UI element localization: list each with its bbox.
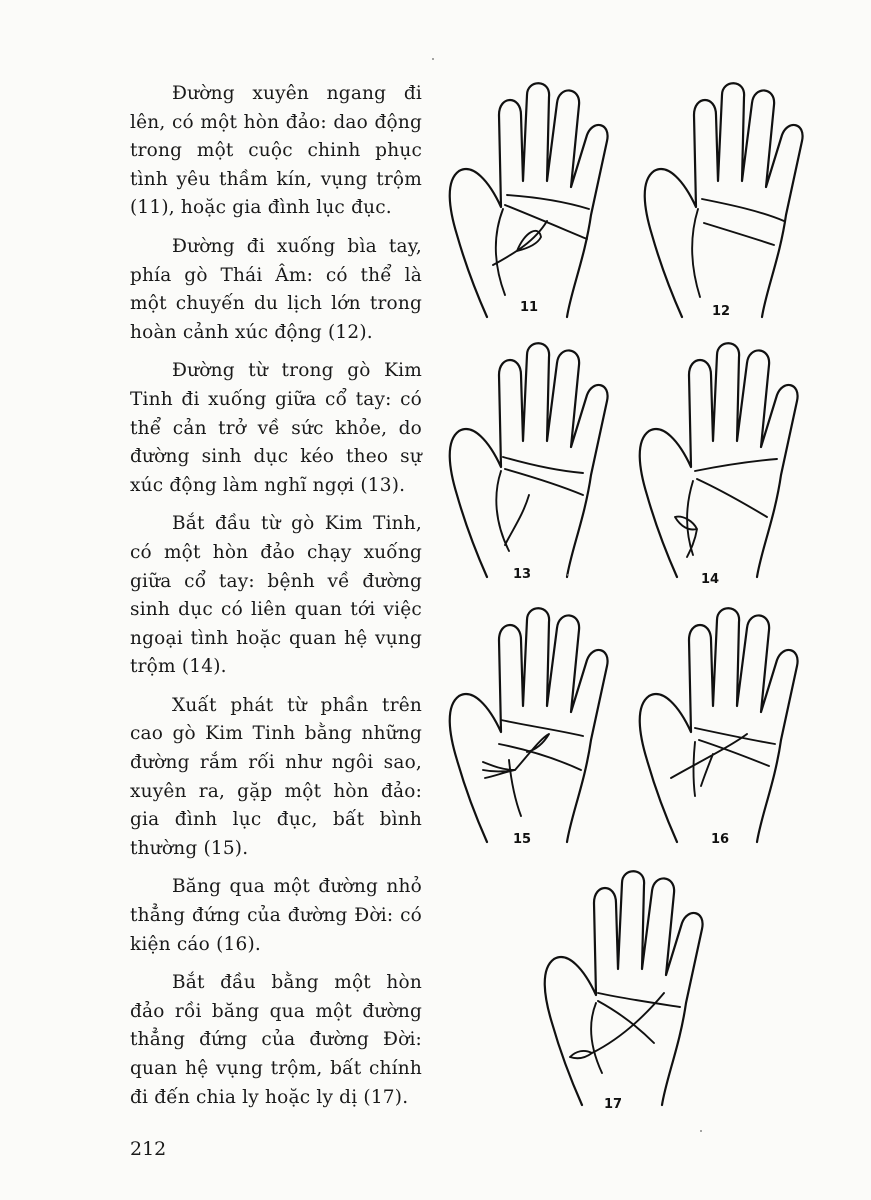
palm-figure-16: [635, 610, 805, 850]
paragraph-14: Bắt đầu từ gò Kim Tinh, có một hòn đảo chạy xuống giữa cổ tay: bệnh về đường sinh dục có liên quan tới việc ngoại tình hoặc quan hệ vụng trộm (14).: [130, 513, 422, 678]
paragraph-17: Bắt đầu bằng một hòn đảo rồi băng qua một đường thẳng đứng của đường Đời: quan hệ vụng trộm, bất chính đi đến chia ly hoặc ly dị (17).: [130, 972, 422, 1108]
hand-outline: [645, 83, 803, 317]
life-line: [496, 209, 505, 295]
figure-number-12: 12: [712, 304, 731, 319]
head-line: [598, 1001, 654, 1043]
heart-line: [598, 993, 680, 1007]
hand-outline: [545, 871, 703, 1105]
palm-figure-14: [635, 345, 805, 585]
scan-speck: [432, 58, 434, 60]
figure-number-13: 13: [513, 567, 532, 582]
palm-figure-17: [540, 873, 710, 1113]
head-line: [505, 469, 583, 495]
heart-line: [503, 457, 583, 473]
figure-number-15: 15: [513, 832, 532, 847]
paragraph-12: Đường đi xuống bìa tay, phía gò Thái Âm: có thể là một chuyến du lịch lớn trong hoàn cảnh xúc động (12).: [130, 235, 422, 343]
head-line: [704, 223, 774, 245]
hand-outline: [450, 83, 608, 317]
palm-figure-12: [640, 85, 810, 325]
scan-speck: [567, 574, 569, 576]
influence-line: [505, 495, 529, 545]
heart-line: [695, 459, 777, 471]
scan-speck: [700, 1130, 702, 1132]
paragraph-13: Đường từ trong gò Kim Tinh đi xuống giữa cổ tay: có thể cản trở về sức khỏe, do đường sinh dục kéo theo sự xúc động làm nghĩ ngợi (13).: [130, 360, 422, 496]
palm-figure-13: [445, 345, 615, 585]
paragraph-15: Xuất phát từ phần trên cao gò Kim Tinh bằng những đường rắm rối như ngôi sao, xuyên ra, gặp một hòn đảo: gia đình lục đục, bất bình thường (15).: [130, 694, 422, 859]
island-line: [675, 517, 697, 557]
figure-number-11: 11: [520, 300, 539, 315]
crossing-line: [671, 734, 747, 786]
figure-number-17: 17: [604, 1097, 623, 1112]
page-number: 212: [130, 1138, 167, 1160]
heart-line: [702, 199, 784, 221]
paragraph-16: Băng qua một đường nhỏ thẳng đứng của đường Đời: có kiện cáo (16).: [130, 876, 422, 955]
life-line: [509, 760, 521, 816]
heart-line: [501, 720, 583, 736]
head-line: [499, 744, 581, 770]
palm-figure-15: [445, 610, 615, 850]
figure-number-16: 16: [711, 832, 730, 847]
figure-number-14: 14: [701, 572, 720, 587]
life-line: [692, 209, 700, 297]
heart-line: [507, 195, 589, 209]
life-line: [591, 1003, 602, 1073]
hand-outline: [450, 343, 608, 577]
life-line: [694, 742, 696, 796]
head-line: [697, 479, 767, 517]
hand-outline: [640, 608, 798, 842]
paragraph-11: Đường xuyên ngang đi lên, có một hòn đảo: dao động trong một cuộc chinh phục tình yêu thầm kín, vụng trộm (11), hoặc gia đình lục đục.: [130, 83, 422, 219]
star-lines-with-island: [483, 734, 549, 778]
palm-figure-11: [445, 85, 615, 325]
influence-line-with-island: [493, 221, 547, 265]
